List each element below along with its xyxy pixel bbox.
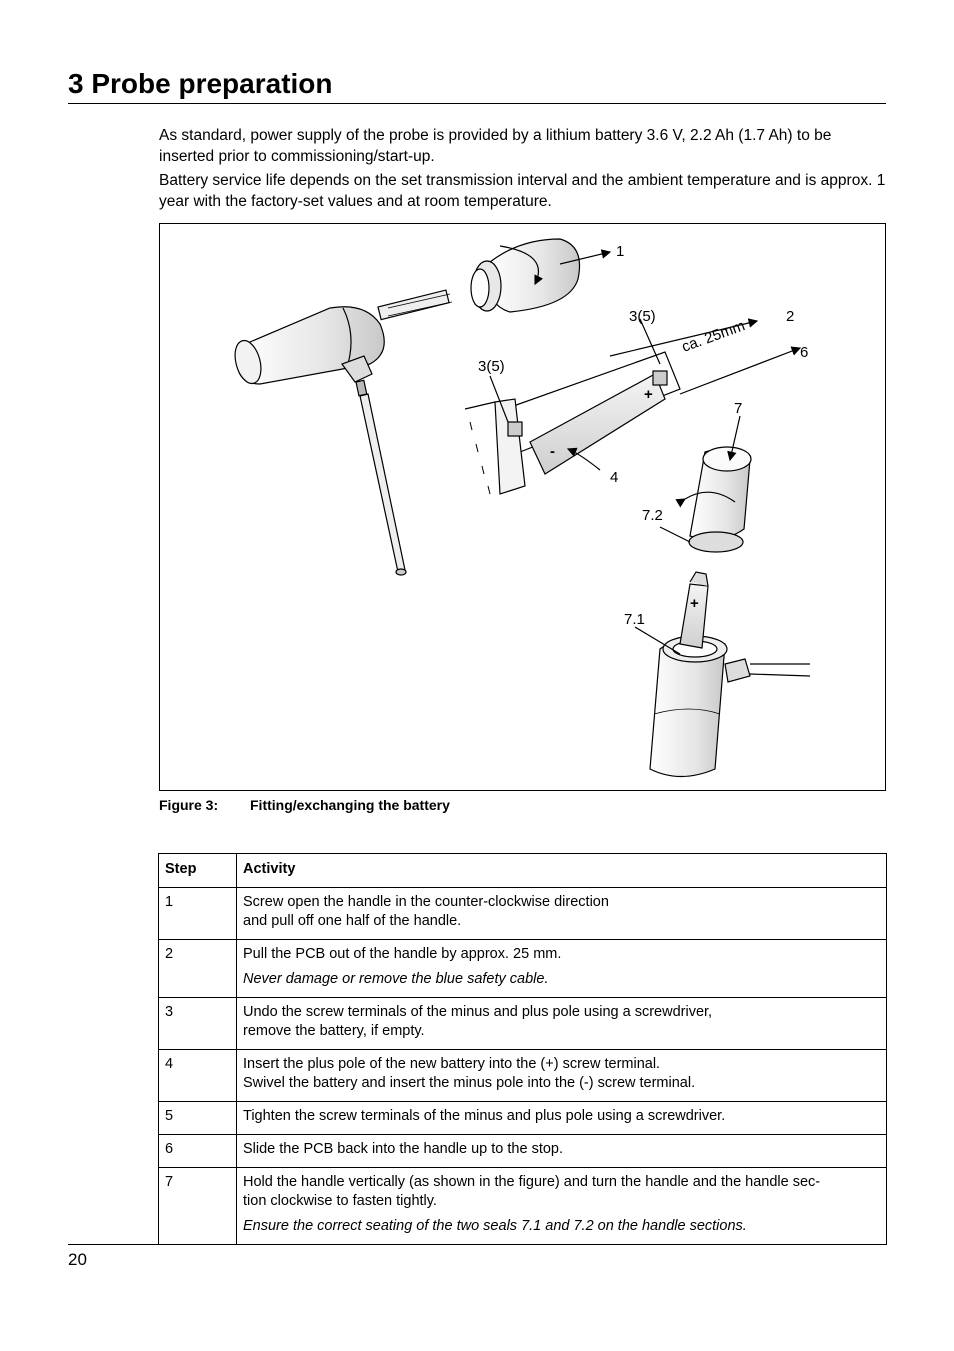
- step-activity: [237, 940, 887, 998]
- intro-paragraph-1: As standard, power supply of the probe is provided by a lithium battery 3.6 V, 2.2 Ah (1.7 Ah) to be inserted prior to commissioning/start-up.: [159, 127, 832, 165]
- label-7-2: 7.2: [642, 507, 663, 524]
- step-number: 2: [159, 940, 237, 998]
- probe-left: [231, 290, 452, 575]
- step-activity: [237, 1135, 887, 1168]
- footer-rule: [68, 1244, 886, 1245]
- activity-line: tion clockwise to fasten tightly.: [243, 1193, 437, 1209]
- steps-table: [158, 853, 887, 1245]
- label-1: 1: [616, 243, 625, 260]
- header-activity: Activity: [237, 854, 887, 888]
- activity-line: Pull the PCB out of the handle by approx. 25 mm.: [243, 946, 562, 962]
- battery-minus-sign: -: [550, 443, 555, 460]
- header-step: Step: [159, 854, 237, 888]
- activity-line: Undo the screw terminals of the minus and plus pole using a screwdriver,: [243, 1004, 713, 1020]
- activity-line: Slide the PCB back into the handle up to the stop.: [243, 1141, 564, 1157]
- activity-line: Hold the handle vertically (as shown in the figure) and turn the handle and the handle sec-: [243, 1174, 821, 1190]
- intro-text: [159, 125, 887, 215]
- label-3-5-right: 3(5): [629, 308, 656, 325]
- step-number: 4: [159, 1050, 237, 1102]
- page-number: 20: [68, 1250, 87, 1269]
- activity-line: remove the battery, if empty.: [243, 1023, 425, 1039]
- figure-caption: [159, 797, 450, 813]
- step-number: 3: [159, 998, 237, 1050]
- page-title: 3 Probe preparation: [68, 66, 886, 104]
- activity-note: Never damage or remove the blue safety cable.: [243, 971, 549, 987]
- label-3-5-left: 3(5): [478, 358, 505, 375]
- battery-plus-sign: +: [644, 386, 653, 403]
- intro-paragraph-2: Battery service life depends on the set transmission interval and the ambient temperature and is approx. 1 year with the factory-set values and at room temperature.: [159, 172, 886, 210]
- step-number: 1: [159, 888, 237, 940]
- steps-table-body: [159, 888, 887, 1245]
- table-row: [159, 1050, 887, 1102]
- activity-line: Tighten the screw terminals of the minus and plus pole using a screwdriver.: [243, 1108, 726, 1124]
- label-2: 2: [786, 308, 795, 325]
- figure-caption-text: Fitting/exchanging the battery: [250, 797, 450, 813]
- handle-part-7: [660, 416, 751, 552]
- label-7-1: 7.1: [624, 611, 645, 628]
- step-activity: [237, 998, 887, 1050]
- figure-drawing: [160, 224, 885, 790]
- table-row: [159, 998, 887, 1050]
- step-number: 5: [159, 1102, 237, 1135]
- table-row: [159, 1135, 887, 1168]
- table-row: [159, 1168, 887, 1245]
- step-number: 6: [159, 1135, 237, 1168]
- step-activity: [237, 888, 887, 940]
- table-header-row: [159, 854, 887, 888]
- step-activity: [237, 1050, 887, 1102]
- table-row: [159, 940, 887, 998]
- figure-caption-number: Figure 3:: [159, 797, 219, 813]
- figure-battery-exchange: [159, 223, 886, 791]
- label-7: 7: [734, 400, 743, 417]
- step-number: 7: [159, 1168, 237, 1245]
- activity-line: Swivel the battery and insert the minus pole into the (-) screw terminal.: [243, 1075, 696, 1091]
- handle-half-top: [471, 239, 610, 312]
- activity-line: Insert the plus pole of the new battery into the (+) screw terminal.: [243, 1056, 661, 1072]
- activity-line: Screw open the handle in the counter-clockwise direction: [243, 894, 609, 910]
- activity-line: and pull off one half of the handle.: [243, 913, 462, 929]
- label-6: 6: [800, 344, 809, 361]
- step-activity: [237, 1102, 887, 1135]
- table-row: [159, 1102, 887, 1135]
- label-distance: ca. 25mm: [679, 317, 748, 356]
- step-activity: [237, 1168, 887, 1245]
- table-row: [159, 888, 887, 940]
- handle-bottom: [635, 572, 810, 777]
- battery-plus-sign-bottom: +: [690, 595, 699, 612]
- label-4: 4: [610, 469, 619, 486]
- activity-note: Ensure the correct seating of the two seals 7.1 and 7.2 on the handle sections.: [243, 1218, 747, 1234]
